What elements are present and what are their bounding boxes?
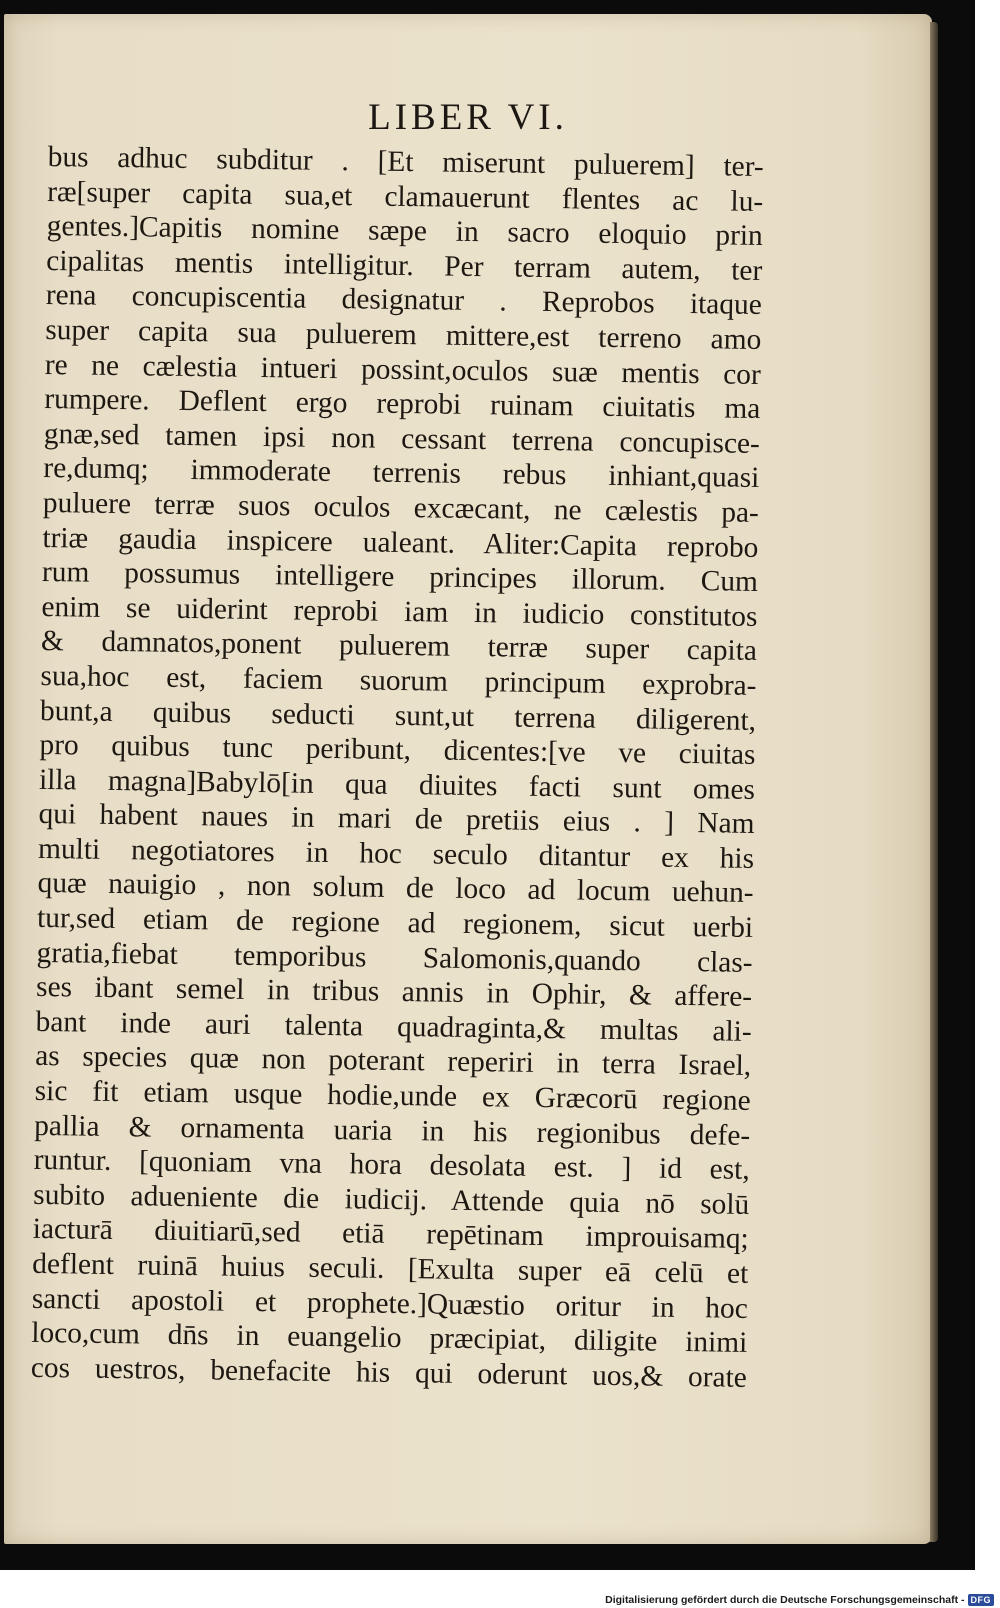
text-line: gratia,fiebat temporibus Salomonis,quando clas- bbox=[36, 936, 753, 979]
text-line: bant inde auri talenta quadraginta,& multas ali- bbox=[35, 1005, 752, 1048]
text-line: pro quibus tunc peribunt, dicentes:[ve ve ciuitas bbox=[39, 729, 756, 772]
text-line: rum possumus intelligere principes illorum. Cum bbox=[41, 556, 759, 599]
text-block bbox=[31, 140, 764, 1395]
text-line: quæ nauigio , non solum de loco ad locum uehun- bbox=[37, 867, 754, 910]
text-line: gnæ,sed tamen ipsi non cessant terrena concupisce- bbox=[43, 417, 761, 460]
text-line: puluere terræ suos oculos excæcant, ne cælestis pa- bbox=[42, 486, 760, 529]
dfg-logo-icon: DFG bbox=[968, 1594, 995, 1606]
text-line: re,dumq; immoderate terrenis rebus inhiant,quasi bbox=[43, 452, 760, 495]
text-line: sua,hoc est, faciem suorum principum exprobra- bbox=[40, 659, 757, 702]
text-line: gentes.]Capitis nomine sæpe in sacro eloquio prin bbox=[46, 210, 763, 253]
text-line: super capita sua puluerem mittere,est terreno amo bbox=[45, 313, 762, 356]
text-line: & damnatos,ponent puluerem terræ super capita bbox=[40, 625, 758, 668]
text-line: enim se uiderint reprobi iam in iudicio constitutos bbox=[41, 590, 758, 633]
text-line: rumpere. Deflent ergo reprobi ruinam ciuitatis ma bbox=[44, 383, 761, 426]
text-line: qui habent naues in mari de pretiis eius . ] Nam bbox=[38, 798, 755, 841]
text-line: subito adueniente die iudicij. Attende quia nō solū bbox=[33, 1178, 750, 1221]
text-line: multi negotiatores in hoc seculo ditantur ex his bbox=[37, 832, 755, 875]
text-line: bus adhuc subditur . [Et miserunt puluerem] ter- bbox=[47, 140, 764, 183]
text-line: ses ibant semel in tribus annis in Ophir, & affere- bbox=[35, 971, 753, 1014]
credit-text: Digitalisierung gefördert durch die Deutsche Forschungsgemeinschaft - bbox=[605, 1594, 965, 1606]
text-line: as species quæ non poterant reperiri in terra Israel, bbox=[34, 1040, 752, 1083]
text-line: loco,cum dn̄s in euangelio præcipiat, diligite inimi bbox=[31, 1317, 748, 1360]
book-page bbox=[4, 14, 932, 1544]
text-line: sic fit etiam usque hodie,unde ex Græcorū regione bbox=[34, 1074, 751, 1117]
text-line: pallia & ornamenta uaria in his regionibus defe- bbox=[34, 1109, 751, 1152]
text-line: sancti apostoli et prophete.]Quæstio oritur in hoc bbox=[31, 1282, 748, 1325]
text-line: rena concupiscentia designatur . Reprobos itaque bbox=[45, 279, 762, 322]
text-line: triæ gaudia inspicere ualeant. Aliter:Capita reprobo bbox=[42, 521, 759, 564]
text-line: tur,sed etiam de regione ad regionem, sicut uerbi bbox=[36, 901, 754, 944]
text-line: cipalitas mentis intelligitur. Per terram autem, ter bbox=[46, 244, 763, 287]
text-line: re ne cælestia intueri possint,oculos suæ mentis cor bbox=[44, 348, 762, 391]
text-line: runtur. [quoniam vna hora desolata est. ] id est, bbox=[33, 1144, 750, 1187]
text-line: iacturā diuitiarū,sed etiā repētinam improuisamq; bbox=[32, 1213, 749, 1256]
page-edge bbox=[930, 22, 938, 1542]
text-line: deflent ruinā huius seculi. [Exulta super eā celū et bbox=[32, 1247, 749, 1290]
text-line: cos uestros, benefacite his qui oderunt uos,& orate bbox=[30, 1351, 748, 1394]
running-head: LIBER VI. bbox=[368, 97, 568, 138]
footer-credit bbox=[605, 1594, 994, 1606]
text-line: bunt,a quibus seducti sunt,ut terrena diligerent, bbox=[39, 694, 757, 737]
text-line: ræ[super capita sua,et clamauerunt flentes ac lu- bbox=[47, 175, 764, 218]
text-line: illa magna]Babylō[in qua diuites facti sunt omes bbox=[38, 763, 756, 806]
